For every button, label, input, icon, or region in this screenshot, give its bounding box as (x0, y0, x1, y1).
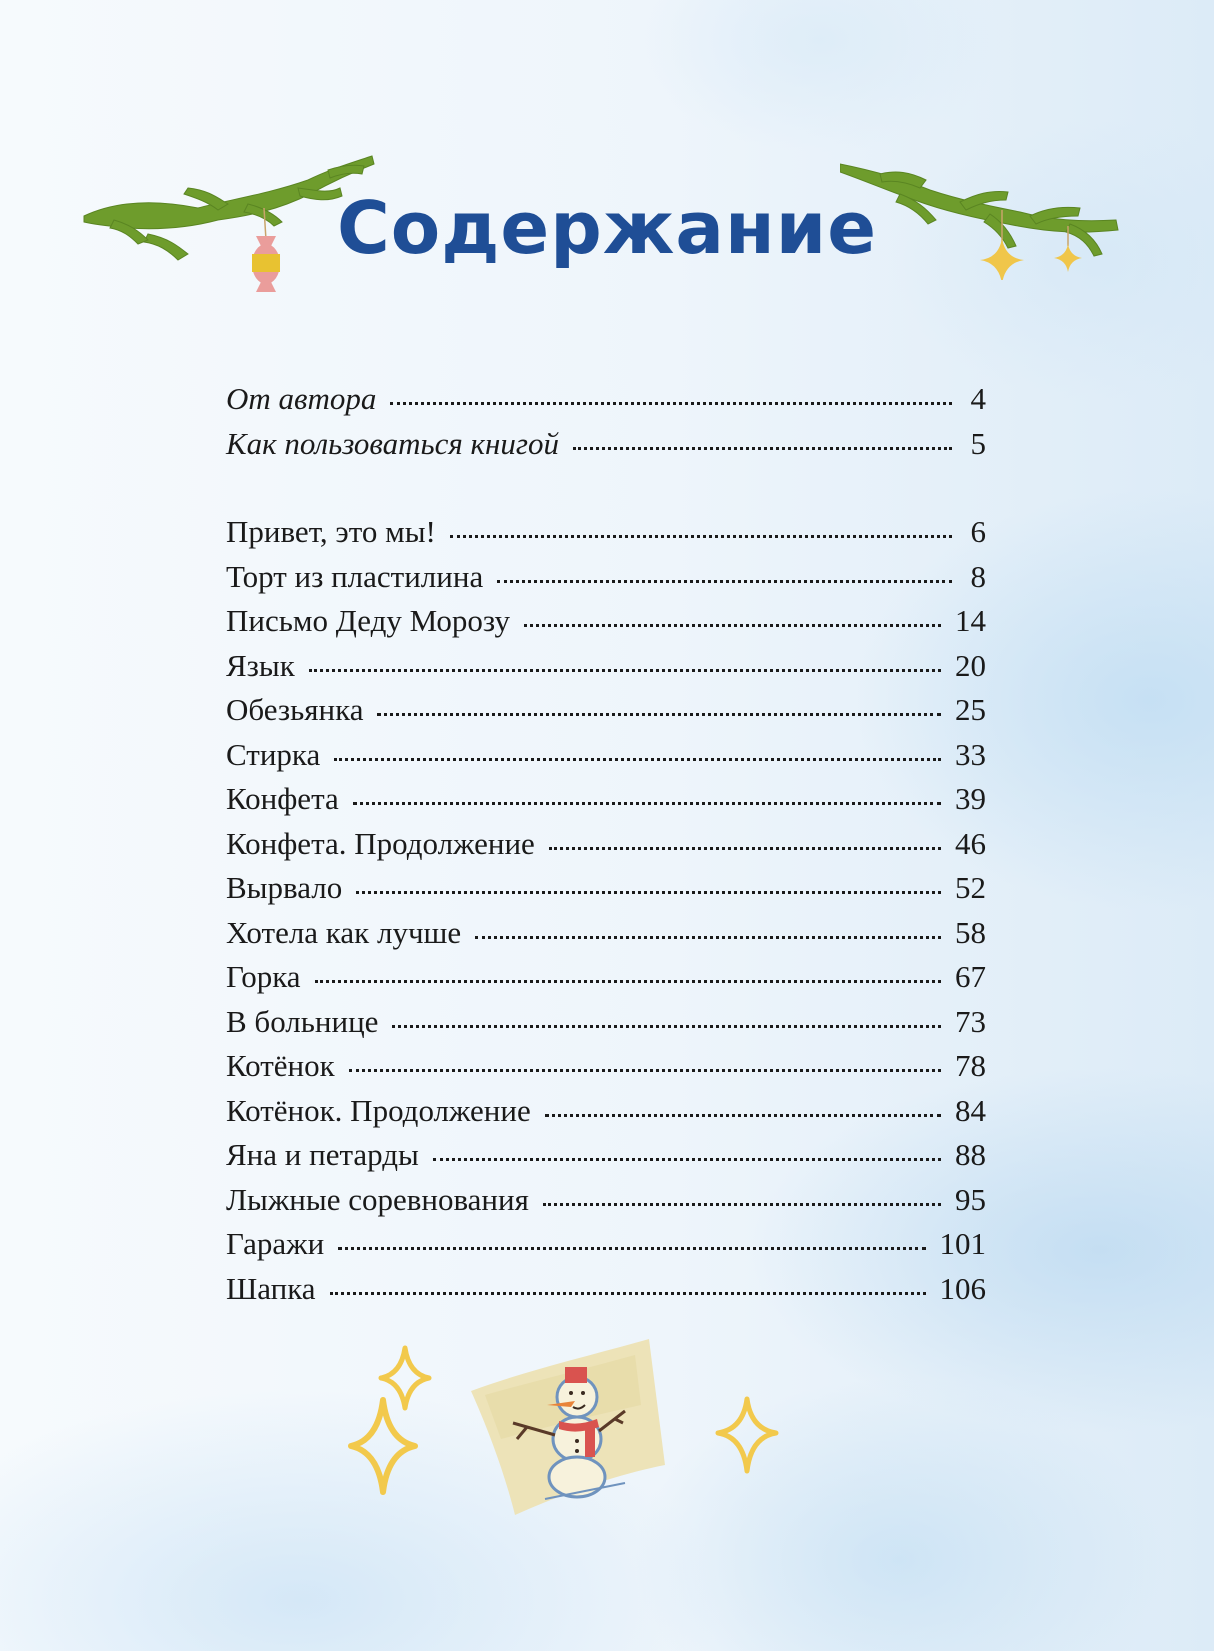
toc-entry[interactable] (226, 422, 986, 467)
dot-leader (315, 980, 941, 983)
toc-entry[interactable] (226, 1133, 986, 1178)
toc-entry[interactable] (226, 1044, 986, 1089)
toc-entry-title: Лыжные соревнования (226, 1181, 529, 1217)
toc-entry-title: Горка (226, 959, 301, 994)
toc-entry-title: Гаражи (226, 1226, 325, 1261)
toc-entry[interactable] (226, 1222, 986, 1267)
toc-entry[interactable] (226, 866, 986, 911)
toc-entry-title: Шапка (226, 1270, 316, 1306)
toc-entry-title: Котёнок (226, 1048, 335, 1083)
toc-entry[interactable] (226, 1267, 986, 1312)
toc-entry-page: 73 (955, 1003, 986, 1039)
dot-leader (330, 1292, 926, 1295)
toc-entry-page: 8 (970, 558, 986, 594)
toc-entry[interactable] (226, 733, 986, 778)
toc-entry[interactable] (226, 555, 986, 600)
dot-leader (353, 802, 941, 805)
snowman-drawing-icon (465, 1335, 685, 1525)
dot-leader (524, 624, 941, 627)
dot-leader (549, 847, 941, 850)
dot-leader (543, 1203, 941, 1206)
dot-leader (392, 1025, 941, 1028)
toc-entry-page: 5 (970, 425, 986, 461)
dot-leader (390, 402, 952, 405)
toc-entry-title: Вырвало (226, 870, 343, 905)
toc-entry-page: 14 (955, 603, 986, 638)
toc-intro-section (226, 377, 986, 466)
toc-entry-page: 58 (955, 914, 986, 950)
fir-branch-stars-icon (840, 150, 1140, 280)
toc-entry-page: 67 (955, 959, 986, 994)
toc-entry-page: 95 (955, 1181, 986, 1217)
toc-entry-page: 25 (955, 692, 986, 727)
toc-entry[interactable] (226, 644, 986, 689)
toc-chapters-section (226, 510, 986, 1311)
toc-entry[interactable] (226, 1178, 986, 1223)
toc-entry-page: 4 (970, 381, 986, 416)
toc-entry-title: Конфета (226, 781, 339, 816)
dot-leader (356, 891, 941, 894)
toc-entry-title: Письмо Деду Морозу (226, 603, 511, 638)
sparkle-stars-icon (345, 1340, 455, 1500)
toc-entry-title: Хотела как лучше (226, 914, 462, 950)
toc-entry[interactable] (226, 822, 986, 867)
toc-entry-page: 39 (955, 781, 986, 816)
toc-entry-title: Как пользоваться книгой (226, 425, 560, 461)
dot-leader (334, 758, 941, 761)
toc-entry[interactable] (226, 1089, 986, 1134)
toc-entry-title: Конфета. Продолжение (226, 825, 535, 861)
dot-leader (349, 1069, 941, 1072)
toc-entry[interactable] (226, 599, 986, 644)
toc-entry-page: 106 (939, 1270, 986, 1306)
dot-leader (573, 447, 952, 450)
toc-entry-page: 52 (955, 870, 986, 905)
toc-entry[interactable] (226, 510, 986, 555)
dot-leader (497, 580, 952, 583)
dot-leader (309, 669, 941, 672)
dot-leader (475, 936, 941, 939)
toc-entry-page: 6 (970, 514, 986, 549)
sparkle-star-icon (712, 1395, 782, 1475)
toc-entry-title: Торт из пластилина (226, 558, 484, 594)
toc-entry[interactable] (226, 1000, 986, 1045)
toc-entry-page: 46 (955, 825, 986, 861)
toc-entry-page: 84 (955, 1092, 986, 1128)
toc-entry-title: Язык (226, 647, 295, 683)
page-title: Содержание (336, 186, 878, 270)
toc-entry[interactable] (226, 955, 986, 1000)
toc-entry-page: 20 (955, 647, 986, 683)
toc-entry-title: От автора (226, 381, 377, 416)
dot-leader (338, 1247, 925, 1250)
dot-leader (450, 535, 952, 538)
toc-entry[interactable] (226, 777, 986, 822)
toc-entry-title: В больнице (226, 1003, 379, 1039)
toc-entry[interactable] (226, 911, 986, 956)
toc-entry-title: Яна и петарды (226, 1137, 419, 1172)
toc-entry[interactable] (226, 688, 986, 733)
toc-entry[interactable] (226, 377, 986, 422)
toc-entry-page: 88 (955, 1137, 986, 1172)
toc-entry-title: Стирка (226, 736, 321, 772)
dot-leader (433, 1158, 941, 1161)
toc-entry-title: Котёнок. Продолжение (226, 1092, 531, 1128)
toc-entry-title: Обезьянка (226, 692, 364, 727)
dot-leader (377, 713, 941, 716)
toc-entry-page: 101 (939, 1226, 986, 1261)
toc-entry-title: Привет, это мы! (226, 514, 436, 549)
toc-entry-page: 33 (955, 736, 986, 772)
dot-leader (545, 1114, 941, 1117)
toc-entry-page: 78 (955, 1048, 986, 1083)
